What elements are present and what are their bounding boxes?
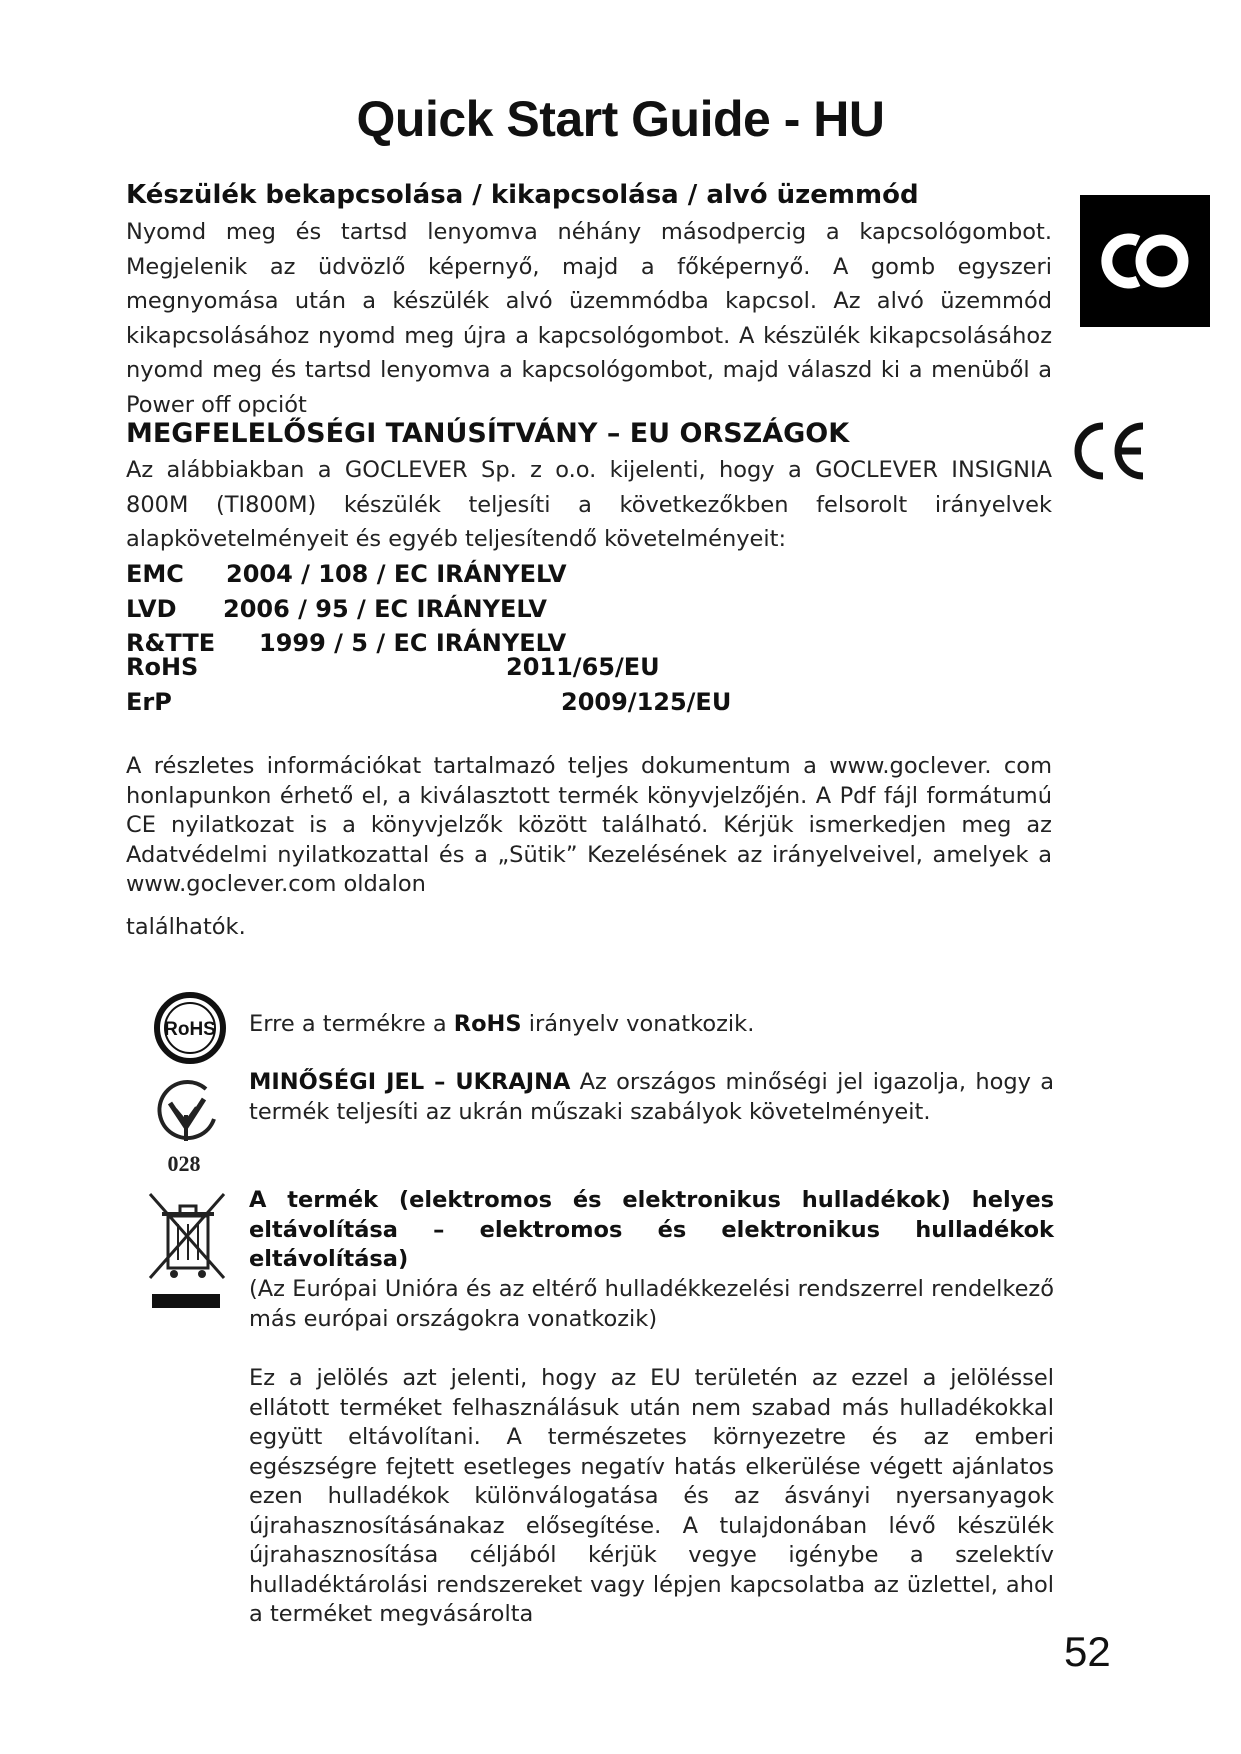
directive-row xyxy=(126,688,732,716)
directive-row xyxy=(126,653,660,681)
conformity-details-last: találhatók. xyxy=(126,914,246,940)
quality-bold: MINŐSÉGI JEL – UKRAJNA xyxy=(249,1069,571,1095)
page-title: Quick Start Guide - HU xyxy=(356,91,885,147)
directive-name: R&TTE xyxy=(126,629,216,657)
quality-text: Az országos minőségi jel igazolja, hogy a termék teljesíti az ukrán műszaki szabályok követelményeit. xyxy=(249,1069,1054,1125)
conformity-details: A részletes információkat tartalmazó teljes dokumentum a www.goclever. com honlapunkon érhető el, a kiválasztott termék könyvjelzőjén. A Pdf fájl formátumú CE nyilatkozat is a könyvjelzők között található. Kérjük ismerkedjen meg az Adatvédelmi nyilatkozattal és a „Sütik” Kezelésének az irányelveivel, amelyek a www.goclever.com oldalon xyxy=(126,753,1052,897)
conformity-text: Az alábbiakban a GOCLEVER Sp. z o.o. kijelenti, hogy a GOCLEVER INSIGNIA 800M (TI800M) készülék teljesíti a következőkben felsorolt irányelvek alapkövetelményeit és egyéb teljesítendő követelményeit: xyxy=(126,457,1052,552)
weee-heading xyxy=(249,1186,1054,1275)
directive-name: EMC xyxy=(126,560,184,588)
weee-note: (Az Európai Unióra és az eltérő hulladékkezelési rendszerrel rendelkező más európai országokra vonatkozik) xyxy=(249,1276,1054,1332)
directive-value: 2009/125/EU xyxy=(561,688,732,716)
rohs-post: irányelv vonatkozik. xyxy=(521,1011,755,1037)
ce-mark-icon xyxy=(1067,418,1151,484)
directive-name: RoHS xyxy=(126,653,199,681)
directive-name: LVD xyxy=(126,595,177,623)
page-number: 52 xyxy=(1064,1628,1111,1675)
rohs-icon xyxy=(152,990,228,1066)
weee-text: Ez a jelölés azt jelenti, hogy az EU területén az ezzel a jelöléssel ellátott terméket felhasználásuk után nem szabad más hulladékokkal együtt eltávolítani. A természetes környezetre és az emberi egészségre fejtett esetleges negatív hatás elkerülése végett ajánlatos ezen hulladékok különválogatása és az ásványi nyersanyagok újrahasznosításánakaz elősegítése. A tulajdonában lévő készülék újrahasznosítása céljából kérjük vegye igénybe a szelektív hulladéktárolási rendszereket vagy lépjen kapcsolatba az üzlettel, ahol a terméket megvásárolta xyxy=(249,1365,1054,1627)
conformity-heading: MEGFELELŐSÉGI TANÚSÍTVÁNY – EU ORSZÁGOK xyxy=(126,418,850,449)
directive-value: 1999 / 5 / EC IRÁNYELV xyxy=(259,629,567,657)
rohs-pre: Erre a termékre a xyxy=(249,1011,454,1037)
ukraine-icon-number: 028 xyxy=(167,1151,201,1175)
power-text: Nyomd meg és tartsd lenyomva néhány másodpercig a kapcsológombot. Megjelenik az üdvözlő képernyő, majd a főképernyő. A gomb egyszeri megnyomása után a készülék alvó üzemmódba kapcsol. Az alvó üzemmód kikapcsolásához nyomd meg újra a kapcsológombot. A készülék kikapcsolásához nyomd meg és tartsd lenyomva a kapcsológombot, majd válaszd ki a menüből a Power off opciót xyxy=(126,219,1052,418)
ukraine-quality-icon xyxy=(148,1075,226,1175)
directive-value: 2011/65/EU xyxy=(506,653,660,681)
directive-name: ErP xyxy=(126,688,172,716)
weee-bin-icon xyxy=(144,1190,232,1310)
rohs-icon-label: RoHS xyxy=(164,1019,216,1040)
power-heading: Készülék bekapcsolása / kikapcsolása / alvó üzemmód xyxy=(126,180,919,210)
rohs-bold: RoHS xyxy=(453,1011,522,1037)
directive-value: 2004 / 108 / EC IRÁNYELV xyxy=(226,560,567,588)
co-logo-icon xyxy=(1080,195,1210,327)
quality-block xyxy=(249,1068,1054,1127)
directive-row xyxy=(126,560,567,588)
rohs-line xyxy=(249,1010,1054,1040)
directive-row xyxy=(126,595,547,623)
weee-bold: A termék (elektromos és elektronikus hulladékok) helyes eltávolítása – elektromos és elektronikus hulladékok eltávolítása) xyxy=(249,1187,1054,1272)
directive-value: 2006 / 95 / EC IRÁNYELV xyxy=(223,595,547,623)
